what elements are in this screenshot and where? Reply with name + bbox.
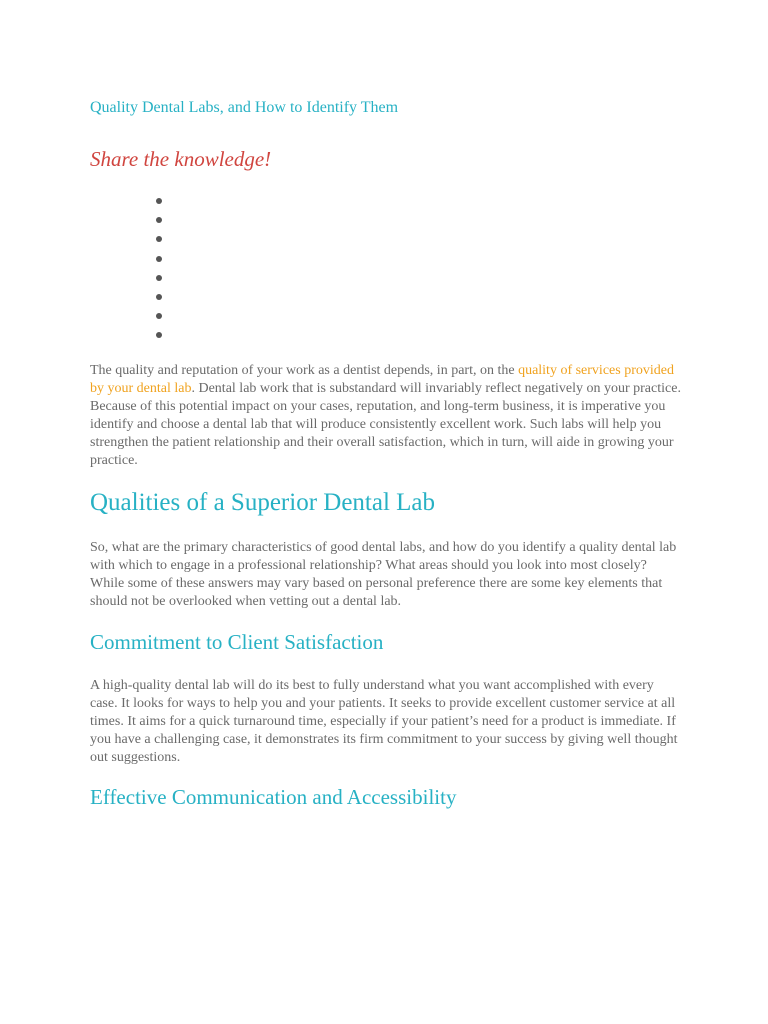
dental-lab-services-link[interactable]: quality of services provided by your dental lab [90, 363, 674, 396]
bullet-dot-icon [156, 275, 162, 281]
document-title: Quality Dental Labs, and How to Identify Them [90, 99, 399, 116]
bullet-dot-icon [156, 332, 162, 338]
bullet-dot-icon [156, 198, 162, 204]
bullet-dot-icon [156, 313, 162, 319]
bullet-dot-icon [156, 217, 162, 223]
intro-text-end: . Dental lab work that is substandard will invariably reflect negatively on your practice. Because of this potential impact on your cases, reputation, and long-term business, it is imperative you identify and choose a dental lab that will produce consistently excellent work. Such labs will help you strengthen the patient relationship and their overall satisfaction, which in turn, will aide in growing your practice. [90, 381, 681, 468]
commitment-heading: Commitment to Client Satisfaction [90, 630, 384, 654]
bullet-dot-icon [156, 294, 162, 300]
intro-text-start: The quality and reputation of your work as a dentist depends, in part, on the [90, 363, 519, 378]
share-heading: Share the knowledge! [90, 147, 272, 171]
bullet-dot-icon [156, 236, 162, 242]
qualities-paragraph: So, what are the primary characteristics of good dental labs, and how do you identify a quality dental lab with which to engage in a professional relationship? What areas should you look into most closely? While some of these answers may vary based on personal preference there are some key elements that should not be overlooked when vetting out a dental lab. [90, 540, 677, 609]
commitment-paragraph: A high-quality dental lab will do its best to fully understand what you want accomplished with every case. It looks for ways to help you and your patients. It seeks to provide excellent customer service at all times. It aims for a quick turnaround time, especially if your patient’s need for a product is immediate. If you have a challenging case, it demonstrates its firm commitment to your success by giving well thought out suggestions. [90, 678, 678, 765]
qualities-heading: Qualities of a Superior Dental Lab [90, 489, 436, 516]
communication-heading: Effective Communication and Accessibility [90, 785, 457, 809]
intro-paragraph [90, 362, 682, 470]
bullet-dot-icon [156, 256, 162, 262]
